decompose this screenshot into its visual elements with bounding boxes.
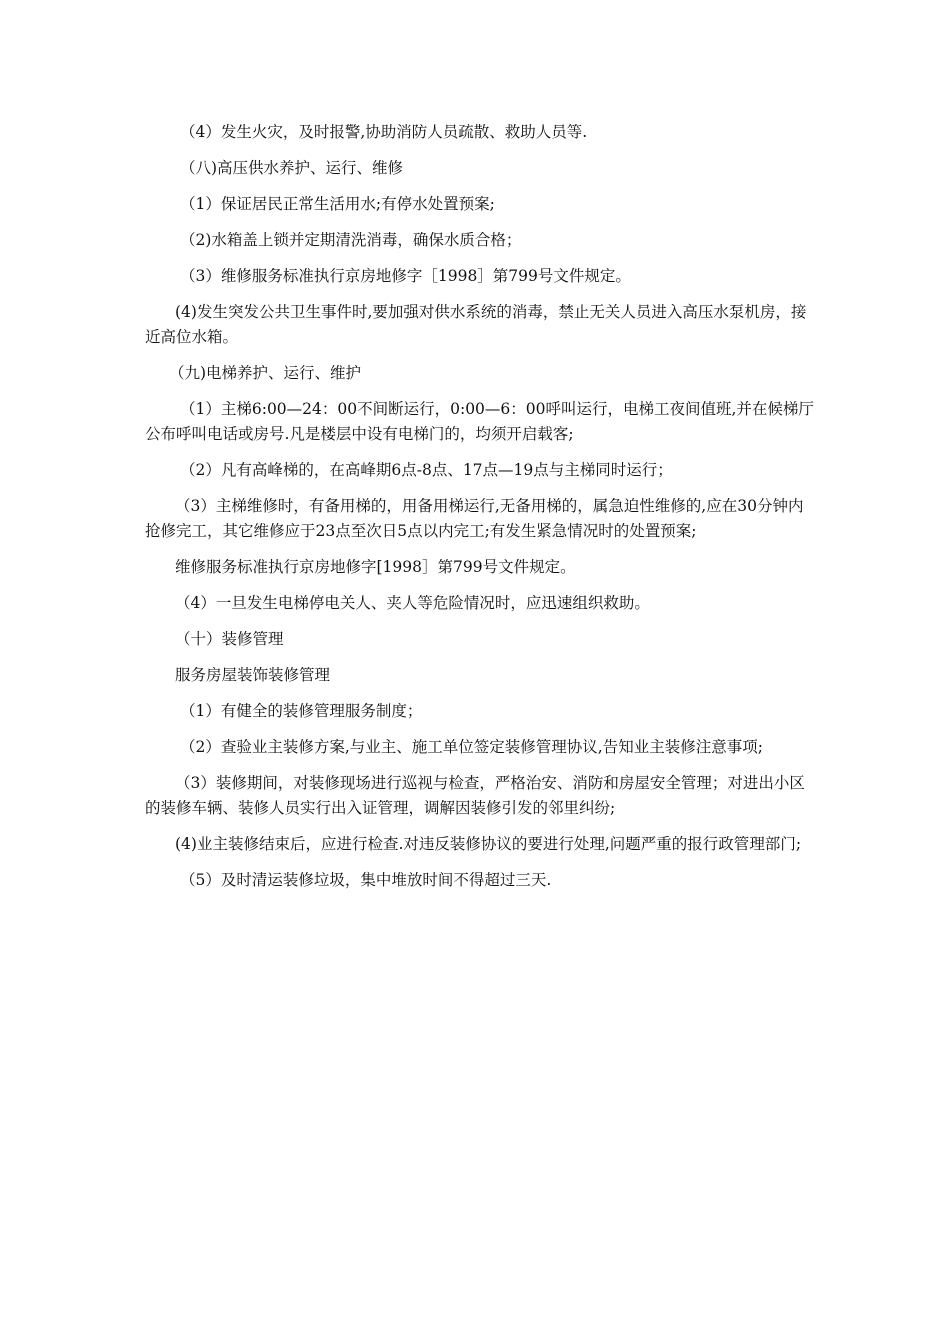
paragraph: （2)水箱盖上锁并定期清洗消毒，确保水质合格； — [180, 231, 522, 249]
paragraph: （1）有健全的装修管理服务制度； — [180, 702, 423, 720]
paragraph: （1）保证居民正常生活用水;有停水处置预案; — [180, 195, 495, 213]
paragraph: （4）一旦发生电梯停电关人、夹人等危险情况时，应迅速组织救助。 — [175, 594, 650, 612]
section-heading-8: （八)高压供水养护、运行、维修 — [180, 159, 404, 177]
paragraph: 维修服务标准执行京房地修字[1998］第799号文件规定。 — [175, 558, 576, 576]
paragraph: （2）凡有高峰梯的，在高峰期6点-8点、17点—19点与主梯同时运行； — [180, 461, 673, 479]
paragraph: 服务房屋装饰装修管理 — [175, 666, 331, 684]
section-heading-10: （十）装修管理 — [175, 630, 284, 648]
paragraph: （1）主梯6:00—24：00不间断运行，0:00—6：00呼叫运行，电梯工夜间值班,并在候梯厅公布呼叫电话或房号.凡是楼层中设有电梯门的，均须开启载客; — [145, 400, 814, 443]
paragraph: （4）发生火灾，及时报警,协助消防人员疏散、救助人员等. — [180, 123, 588, 141]
paragraph: (4)业主装修结束后，应进行检查.对违反装修协议的要进行处理,问题严重的报行政管理部门; — [175, 835, 802, 853]
paragraph: （3）主梯维修时，有备用梯的，用备用梯运行,无备用梯的，属急迫性维修的,应在30分钟内抢修完工，其它维修应于23点至次日5点以内完工;有发生紧急情况时的处置预案; — [145, 497, 804, 540]
document-body — [145, 120, 815, 904]
paragraph: (4)发生突发公共卫生事件时,要加强对供水系统的消毒，禁止无关人员进入高压水泵机房，接近高位水箱。 — [145, 303, 807, 346]
paragraph: （5）及时清运装修垃圾，集中堆放时间不得超过三天. — [180, 871, 552, 889]
paragraph: （2）查验业主装修方案,与业主、施工单位签定装修管理协议,告知业主装修注意事项; — [180, 738, 763, 756]
paragraph: （3）装修期间，对装修现场进行巡视与检查，严格治安、消防和房屋安全管理；对进出小区的装修车辆、装修人员实行出入证管理，调解因装修引发的邻里纠纷; — [145, 774, 805, 817]
section-heading-9: （九)电梯养护、运行、维护 — [169, 364, 362, 382]
paragraph: （3）维修服务标准执行京房地修字［1998］第799号文件规定。 — [180, 267, 631, 285]
